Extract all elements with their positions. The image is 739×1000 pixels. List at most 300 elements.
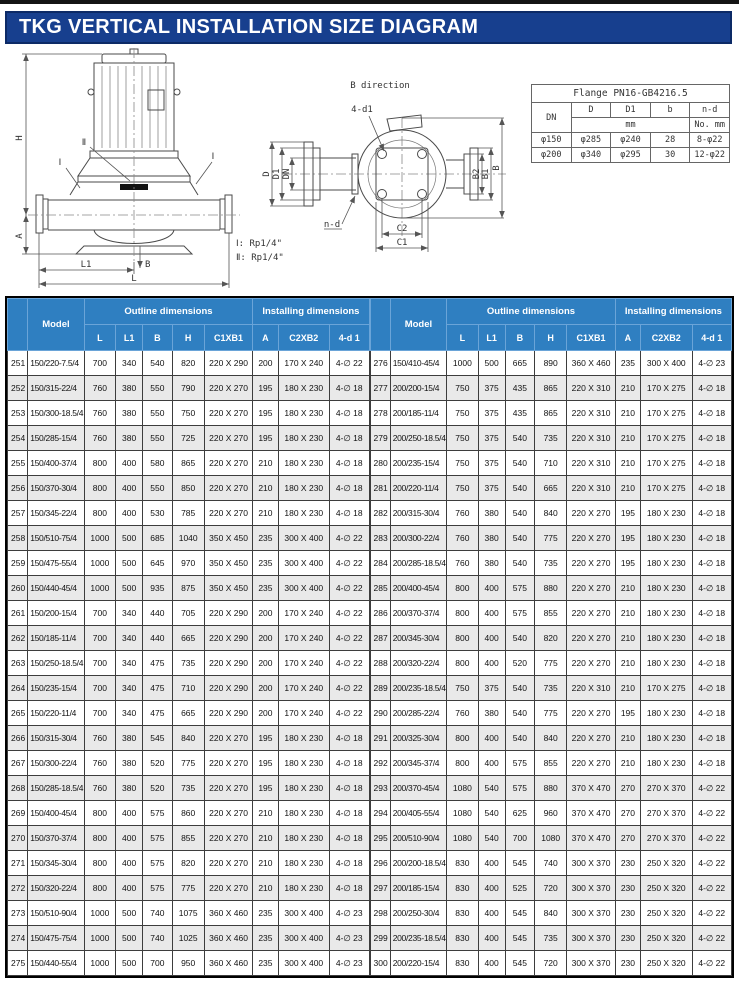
a-cell: 235 (253, 526, 278, 551)
b-cell: 540 (505, 676, 534, 701)
c1xb1-cell: 220 X 270 (567, 626, 615, 651)
b-cell: 665 (505, 351, 534, 376)
c2xb2-cell: 270 X 370 (641, 826, 692, 851)
model-cell: 200/320-22/4 (390, 651, 447, 676)
table-row (8, 426, 370, 451)
d1-cell: 4-∅ 23 (692, 351, 731, 376)
row-number: 279 (370, 426, 390, 451)
col-header-l: L (447, 325, 478, 351)
table-row (370, 876, 732, 901)
l1-cell: 340 (116, 626, 143, 651)
c1xb1-cell: 220 X 310 (567, 476, 615, 501)
l1-cell: 340 (116, 676, 143, 701)
c2xb2-cell: 300 X 400 (278, 551, 329, 576)
table-row (370, 401, 732, 426)
flange-unit-mm: mm (571, 118, 690, 133)
row-number: 267 (8, 751, 28, 776)
row-number: 264 (8, 676, 28, 701)
a-cell: 210 (615, 426, 640, 451)
b-cell: 700 (505, 826, 534, 851)
l1-cell: 500 (116, 526, 143, 551)
a-cell: 210 (615, 601, 640, 626)
d1-cell: 4-∅ 18 (692, 551, 731, 576)
b-cell: 545 (505, 901, 534, 926)
a-cell: 210 (253, 801, 278, 826)
table-row (370, 426, 732, 451)
d1-cell: 4-∅ 18 (330, 776, 369, 801)
l-cell: 750 (447, 401, 478, 426)
label-4-d1: 4-d1 (351, 105, 373, 115)
h-cell: 890 (535, 351, 567, 376)
l1-cell: 380 (116, 726, 143, 751)
c2xb2-cell: 250 X 320 (641, 876, 692, 901)
l-cell: 760 (84, 776, 115, 801)
c1xb1-cell: 220 X 270 (204, 876, 252, 901)
c1xb1-cell: 220 X 270 (567, 701, 615, 726)
row-number: 266 (8, 726, 28, 751)
model-cell: 200/235-15/4 (390, 451, 447, 476)
h-cell: 665 (172, 701, 204, 726)
l-cell: 750 (447, 676, 478, 701)
b-cell: 540 (505, 501, 534, 526)
c1xb1-cell: 220 X 270 (204, 401, 252, 426)
h-cell: 880 (535, 576, 567, 601)
row-number: 294 (370, 801, 390, 826)
c1xb1-cell: 360 X 460 (204, 951, 252, 976)
port-label-i-left: Ⅰ (58, 158, 62, 168)
d1-cell: 4-∅ 18 (330, 726, 369, 751)
l1-cell: 500 (116, 551, 143, 576)
row-number: 275 (8, 951, 28, 976)
model-cell: 150/320-22/4 (28, 876, 85, 901)
l-cell: 700 (84, 701, 115, 726)
c1xb1-cell: 220 X 270 (204, 376, 252, 401)
b-cell: 540 (505, 476, 534, 501)
col-header-a: A (253, 325, 278, 351)
a-cell: 195 (253, 726, 278, 751)
a-cell: 210 (253, 876, 278, 901)
dim-label-l1: L1 (80, 260, 92, 270)
model-cell: 150/440-55/4 (28, 951, 85, 976)
c1xb1-cell: 220 X 270 (204, 726, 252, 751)
d1-cell: 4-∅ 22 (330, 701, 369, 726)
row-number: 296 (370, 851, 390, 876)
row-number: 274 (8, 926, 28, 951)
model-cell: 150/440-45/4 (28, 576, 85, 601)
model-cell: 200/315-30/4 (390, 501, 447, 526)
c2xb2-cell: 180 X 230 (278, 726, 329, 751)
row-number: 255 (8, 451, 28, 476)
c2xb2-cell: 170 X 275 (641, 426, 692, 451)
c2xb2-cell: 180 X 230 (278, 851, 329, 876)
flange-cell: 30 (650, 148, 690, 163)
a-cell: 230 (615, 926, 640, 951)
a-cell: 210 (253, 501, 278, 526)
h-cell: 840 (535, 726, 567, 751)
a-cell: 210 (253, 826, 278, 851)
l-cell: 700 (84, 351, 115, 376)
a-cell: 235 (253, 901, 278, 926)
dim-label-c2: C2 (396, 224, 408, 234)
a-cell: 210 (615, 376, 640, 401)
flange-table-title: Flange PN16-GB4216.5 (532, 85, 730, 103)
d1-cell: 4-∅ 18 (330, 401, 369, 426)
b-cell: 435 (505, 376, 534, 401)
table-row (8, 351, 370, 376)
row-number: 254 (8, 426, 28, 451)
port-label-i-right: Ⅰ (211, 152, 215, 162)
model-cell: 200/220-15/4 (390, 951, 447, 976)
table-row (8, 926, 370, 951)
dim-label-a: A (15, 233, 25, 239)
c2xb2-cell: 180 X 230 (641, 526, 692, 551)
h-cell: 735 (535, 676, 567, 701)
l-cell: 750 (447, 476, 478, 501)
b-cell: 530 (143, 501, 172, 526)
col-header-l1: L1 (478, 325, 505, 351)
d1-cell: 4-∅ 22 (330, 526, 369, 551)
b-cell: 545 (143, 726, 172, 751)
table-row (370, 626, 732, 651)
dim-label-dn: DN (282, 168, 292, 180)
a-cell: 210 (615, 476, 640, 501)
bolt-hole (378, 190, 387, 199)
col-header-h: H (535, 325, 567, 351)
c1xb1-cell: 220 X 290 (204, 626, 252, 651)
model-cell: 150/370-37/4 (28, 826, 85, 851)
a-cell: 230 (615, 851, 640, 876)
size-table-left (7, 298, 370, 976)
flange-cell: φ150 (532, 133, 572, 148)
c2xb2-cell: 250 X 320 (641, 901, 692, 926)
c1xb1-cell: 220 X 270 (204, 451, 252, 476)
d1-cell: 4-∅ 18 (692, 676, 731, 701)
c2xb2-cell: 300 X 400 (278, 576, 329, 601)
a-cell: 230 (615, 876, 640, 901)
table-row (370, 351, 732, 376)
c1xb1-cell: 220 X 270 (204, 501, 252, 526)
port-label-ii: Ⅱ (81, 138, 87, 148)
h-cell: 775 (535, 701, 567, 726)
d1-cell: 4-∅ 22 (692, 851, 731, 876)
l1-cell: 380 (478, 701, 505, 726)
row-number: 291 (370, 726, 390, 751)
size-table-section (5, 296, 734, 978)
row-number: 251 (8, 351, 28, 376)
d1-cell: 4-∅ 22 (692, 951, 731, 976)
b-cell: 540 (505, 526, 534, 551)
d1-cell: 4-∅ 18 (692, 401, 731, 426)
table-row (8, 401, 370, 426)
c1xb1-cell: 220 X 270 (567, 726, 615, 751)
c1xb1-cell: 220 X 270 (567, 651, 615, 676)
h-cell: 665 (172, 626, 204, 651)
c2xb2-cell: 170 X 275 (641, 401, 692, 426)
l1-cell: 540 (478, 826, 505, 851)
page-title-bar (5, 11, 732, 44)
corner-cell (8, 299, 28, 351)
l1-cell: 340 (116, 701, 143, 726)
col-header-c2xb2: C2XB2 (641, 325, 692, 351)
row-number: 262 (8, 626, 28, 651)
row-number: 289 (370, 676, 390, 701)
c1xb1-cell: 370 X 470 (567, 776, 615, 801)
bolt-hole (418, 190, 427, 199)
dim-label-b1: B1 (481, 168, 491, 180)
l-cell: 800 (447, 626, 478, 651)
b-cell: 545 (505, 951, 534, 976)
b-cell: 440 (143, 626, 172, 651)
table-row (8, 626, 370, 651)
model-cell: 150/300-18.5/4 (28, 401, 85, 426)
a-cell: 210 (615, 401, 640, 426)
c2xb2-cell: 180 X 230 (278, 451, 329, 476)
h-cell: 950 (172, 951, 204, 976)
c2xb2-cell: 250 X 320 (641, 951, 692, 976)
d1-cell: 4-∅ 18 (692, 701, 731, 726)
a-cell: 200 (253, 676, 278, 701)
h-cell: 820 (172, 851, 204, 876)
l1-cell: 400 (116, 451, 143, 476)
row-number: 253 (8, 401, 28, 426)
b-cell: 475 (143, 676, 172, 701)
c1xb1-cell: 220 X 270 (567, 551, 615, 576)
d1-cell: 4-∅ 18 (330, 451, 369, 476)
c2xb2-cell: 170 X 240 (278, 676, 329, 701)
table-row (370, 501, 732, 526)
model-cell: 200/285-22/4 (390, 701, 447, 726)
a-cell: 270 (615, 801, 640, 826)
b-cell: 575 (143, 876, 172, 901)
c1xb1-cell: 220 X 270 (204, 776, 252, 801)
d1-cell: 4-∅ 22 (330, 551, 369, 576)
col-header-c1xb1: C1XB1 (204, 325, 252, 351)
a-cell: 195 (615, 526, 640, 551)
c2xb2-cell: 170 X 240 (278, 701, 329, 726)
l-cell: 700 (84, 601, 115, 626)
flange-cell: φ285 (571, 133, 611, 148)
model-cell: 200/235-18.5/4 (390, 676, 447, 701)
row-number: 292 (370, 751, 390, 776)
d1-cell: 4-∅ 22 (692, 826, 731, 851)
model-cell: 150/315-30/4 (28, 726, 85, 751)
c2xb2-cell: 180 X 230 (278, 776, 329, 801)
c2xb2-cell: 170 X 240 (278, 601, 329, 626)
l-cell: 700 (84, 626, 115, 651)
b-cell: 540 (505, 726, 534, 751)
model-cell: 150/400-37/4 (28, 451, 85, 476)
c1xb1-cell: 220 X 290 (204, 601, 252, 626)
a-cell: 210 (615, 651, 640, 676)
row-number: 285 (370, 576, 390, 601)
row-number: 278 (370, 401, 390, 426)
h-cell: 785 (172, 501, 204, 526)
col-header-l: L (84, 325, 115, 351)
a-cell: 270 (615, 826, 640, 851)
b-cell: 550 (143, 401, 172, 426)
b-cell: 740 (143, 926, 172, 951)
row-number: 280 (370, 451, 390, 476)
l1-cell: 340 (116, 351, 143, 376)
h-cell: 875 (172, 576, 204, 601)
c1xb1-cell: 350 X 450 (204, 576, 252, 601)
table-row (370, 726, 732, 751)
model-cell: 150/185-11/4 (28, 626, 85, 651)
l-cell: 1000 (447, 351, 478, 376)
table-row (8, 726, 370, 751)
c1xb1-cell: 300 X 370 (567, 951, 615, 976)
l-cell: 830 (447, 851, 478, 876)
d1-cell: 4-∅ 18 (692, 601, 731, 626)
l1-cell: 380 (116, 401, 143, 426)
model-cell: 200/405-55/4 (390, 801, 447, 826)
h-cell: 790 (172, 376, 204, 401)
l1-cell: 375 (478, 376, 505, 401)
flange-cell: 28 (650, 133, 690, 148)
a-cell: 210 (615, 726, 640, 751)
h-cell: 710 (172, 676, 204, 701)
row-number: 258 (8, 526, 28, 551)
l1-cell: 400 (478, 851, 505, 876)
model-cell: 200/325-30/4 (390, 726, 447, 751)
l-cell: 800 (447, 651, 478, 676)
h-cell: 820 (535, 626, 567, 651)
c1xb1-cell: 220 X 270 (567, 501, 615, 526)
l1-cell: 340 (116, 651, 143, 676)
c1xb1-cell: 220 X 270 (567, 576, 615, 601)
c1xb1-cell: 220 X 290 (204, 651, 252, 676)
dim-label-c1: C1 (396, 238, 408, 248)
c2xb2-cell: 180 X 230 (641, 601, 692, 626)
model-cell: 150/315-22/4 (28, 376, 85, 401)
h-cell: 840 (535, 501, 567, 526)
c1xb1-cell: 220 X 290 (204, 351, 252, 376)
h-cell: 735 (535, 551, 567, 576)
a-cell: 235 (615, 351, 640, 376)
l-cell: 1000 (84, 551, 115, 576)
b-cell: 580 (143, 451, 172, 476)
model-cell: 200/345-30/4 (390, 626, 447, 651)
c1xb1-cell: 220 X 270 (204, 476, 252, 501)
row-number: 265 (8, 701, 28, 726)
b-cell: 545 (505, 926, 534, 951)
a-cell: 195 (253, 401, 278, 426)
l1-cell: 400 (116, 826, 143, 851)
b-cell: 550 (143, 426, 172, 451)
b-cell: 575 (505, 601, 534, 626)
table-row (370, 826, 732, 851)
flange-col-nd: n-d (690, 103, 730, 118)
model-cell: 150/345-22/4 (28, 501, 85, 526)
model-cell: 200/300-22/4 (390, 526, 447, 551)
l-cell: 800 (84, 801, 115, 826)
dim-label-d1: D1 (272, 168, 282, 180)
table-row (8, 601, 370, 626)
c2xb2-cell: 170 X 275 (641, 476, 692, 501)
model-cell: 200/400-45/4 (390, 576, 447, 601)
table-row (370, 551, 732, 576)
flange-cell: 8-φ22 (690, 133, 730, 148)
model-cell: 200/285-18.5/4 (390, 551, 447, 576)
l1-cell: 400 (116, 876, 143, 901)
d1-cell: 4-∅ 22 (330, 601, 369, 626)
model-cell: 150/300-22/4 (28, 751, 85, 776)
l-cell: 800 (84, 476, 115, 501)
c1xb1-cell: 220 X 310 (567, 451, 615, 476)
l1-cell: 540 (478, 801, 505, 826)
model-cell: 150/250-18.5/4 (28, 651, 85, 676)
l-cell: 1080 (447, 801, 478, 826)
row-number: 282 (370, 501, 390, 526)
c1xb1-cell: 360 X 460 (204, 926, 252, 951)
label-n-d: n-d (323, 220, 341, 230)
b-cell: 540 (505, 701, 534, 726)
c1xb1-cell: 220 X 310 (567, 426, 615, 451)
a-cell: 195 (253, 751, 278, 776)
d1-cell: 4-∅ 22 (330, 651, 369, 676)
l-cell: 830 (447, 901, 478, 926)
b-cell: 520 (505, 651, 534, 676)
c1xb1-cell: 370 X 470 (567, 826, 615, 851)
model-cell: 150/400-45/4 (28, 801, 85, 826)
table-row (8, 551, 370, 576)
b-cell: 685 (143, 526, 172, 551)
b-cell: 645 (143, 551, 172, 576)
h-cell: 735 (535, 426, 567, 451)
note-port-i: Ⅰ: Rp1/4" (236, 239, 283, 249)
table-row (8, 376, 370, 401)
d1-cell: 4-∅ 18 (330, 476, 369, 501)
row-number: 281 (370, 476, 390, 501)
c1xb1-cell: 220 X 310 (567, 676, 615, 701)
a-cell: 235 (253, 576, 278, 601)
model-header: Model (390, 299, 447, 351)
b-direction-view-diagram (252, 74, 512, 278)
table-row (370, 851, 732, 876)
flange-cell: φ295 (611, 148, 651, 163)
h-cell: 775 (535, 651, 567, 676)
h-cell: 855 (172, 826, 204, 851)
l1-cell: 400 (116, 851, 143, 876)
table-row (370, 576, 732, 601)
l1-cell: 400 (478, 951, 505, 976)
l1-cell: 500 (478, 351, 505, 376)
d1-cell: 4-∅ 22 (330, 676, 369, 701)
c1xb1-cell: 350 X 450 (204, 551, 252, 576)
h-cell: 750 (172, 401, 204, 426)
d1-cell: 4-∅ 18 (692, 426, 731, 451)
model-cell: 150/200-15/4 (28, 601, 85, 626)
l1-cell: 500 (116, 901, 143, 926)
bolt-hole (378, 150, 387, 159)
l-cell: 800 (447, 576, 478, 601)
c2xb2-cell: 300 X 400 (278, 951, 329, 976)
h-cell: 735 (535, 926, 567, 951)
a-cell: 210 (253, 451, 278, 476)
model-cell: 200/345-37/4 (390, 751, 447, 776)
flange-cell: φ200 (532, 148, 572, 163)
table-row (8, 801, 370, 826)
d1-cell: 4-∅ 18 (692, 476, 731, 501)
col-header-b: B (143, 325, 172, 351)
a-cell: 235 (253, 926, 278, 951)
l-cell: 800 (84, 451, 115, 476)
h-cell: 970 (172, 551, 204, 576)
table-row (370, 651, 732, 676)
row-number: 284 (370, 551, 390, 576)
page-title: TKG VERTICAL INSTALLATION SIZE DIAGRAM (19, 16, 479, 38)
h-cell: 725 (172, 426, 204, 451)
